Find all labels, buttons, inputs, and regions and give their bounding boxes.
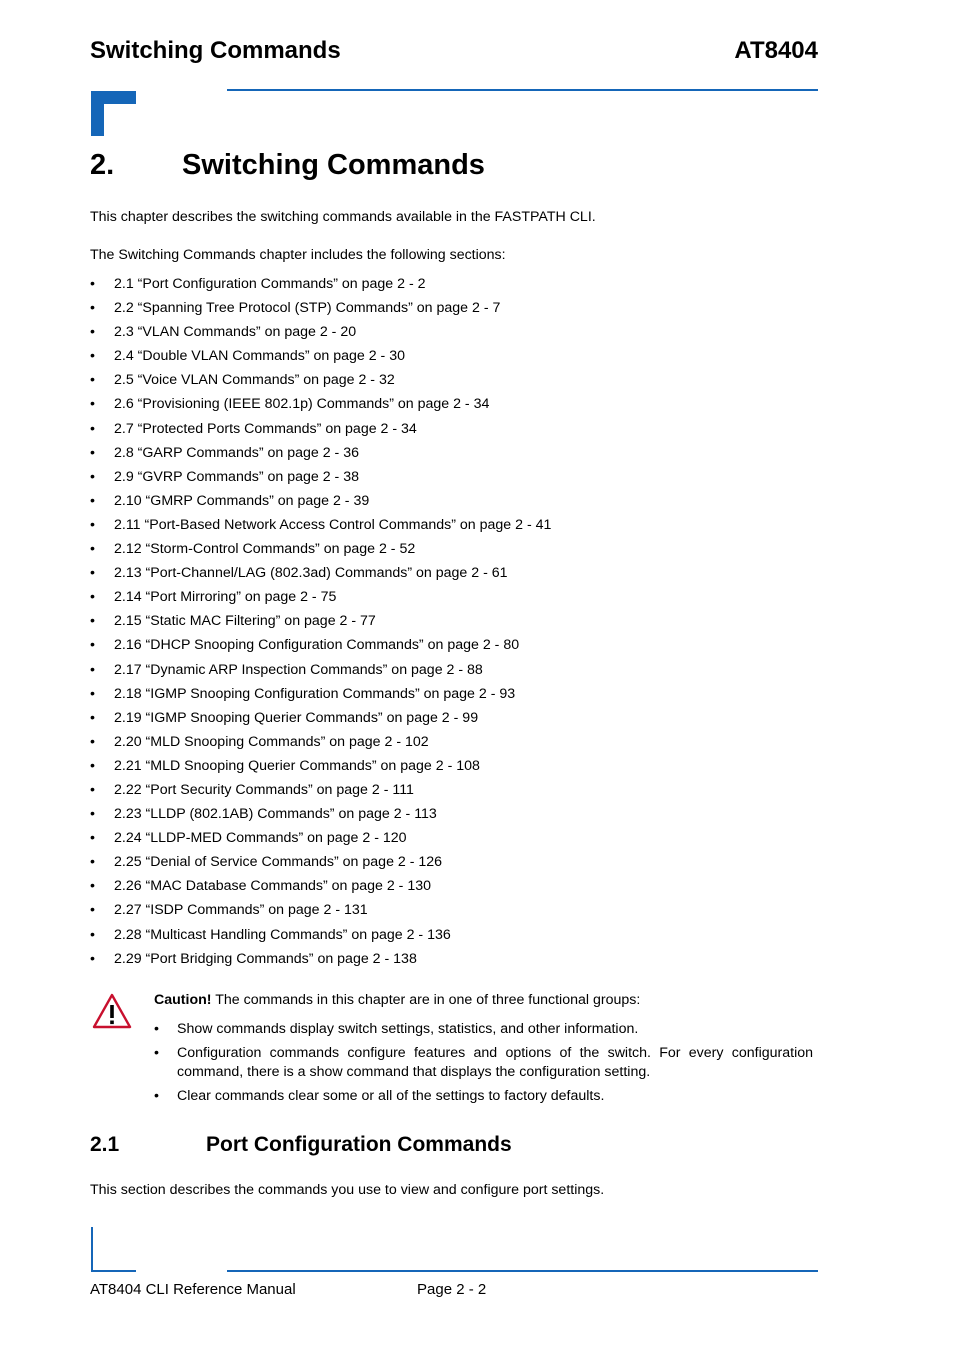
list-item <box>90 613 551 637</box>
bullet: • <box>90 613 95 630</box>
bullet: • <box>90 541 95 558</box>
list-item <box>90 878 551 902</box>
bullet: • <box>90 468 95 485</box>
bullet: • <box>90 372 95 389</box>
toc-link[interactable]: 2.22 “Port Security Commands” on page 2 - 111 <box>114 781 414 798</box>
list-item <box>90 348 551 372</box>
toc-link[interactable]: 2.18 “IGMP Snooping Configuration Commands” on page 2 - 93 <box>114 685 516 702</box>
bullet: • <box>90 950 95 967</box>
toc-link[interactable]: 2.12 “Storm-Control Commands” on page 2 - 52 <box>114 541 416 558</box>
bullet: • <box>90 516 95 533</box>
list-item <box>90 758 551 782</box>
bullet: • <box>90 492 95 509</box>
chapter-number: 2. <box>90 149 115 181</box>
list-item <box>90 806 551 830</box>
toc-link[interactable]: 2.9 “GVRP Commands” on page 2 - 38 <box>114 468 359 485</box>
bullet: • <box>154 1088 159 1104</box>
bullet: • <box>90 878 95 895</box>
corner-mark-vertical <box>91 91 104 136</box>
header-rule <box>227 89 818 91</box>
toc-link[interactable]: 2.14 “Port Mirroring” on page 2 - 75 <box>114 589 337 606</box>
bullet: • <box>90 444 95 461</box>
toc-link[interactable]: 2.20 “MLD Snooping Commands” on page 2 - 102 <box>114 733 429 750</box>
bullet: • <box>90 926 95 943</box>
section-intro: This section describes the commands you use to view and configure port settings. <box>90 1182 605 1198</box>
bullet: • <box>154 1045 159 1061</box>
footer-corner-horizontal <box>91 1270 136 1272</box>
list-item <box>90 541 551 565</box>
bullet: • <box>90 806 95 823</box>
list-item <box>90 734 551 758</box>
bullet: • <box>90 902 95 919</box>
bullet: • <box>90 733 95 750</box>
section-title: Port Configuration Commands <box>206 1133 512 1156</box>
list-item <box>90 686 551 710</box>
toc-link[interactable]: 2.6 “Provisioning (IEEE 802.1p) Commands” on page 2 - 34 <box>114 396 490 413</box>
bullet: • <box>154 1021 159 1037</box>
toc-link[interactable]: 2.13 “Port-Channel/LAG (802.3ad) Commands” on page 2 - 61 <box>114 565 508 582</box>
toc-link[interactable]: 2.3 “VLAN Commands” on page 2 - 20 <box>114 324 357 341</box>
list-item <box>90 300 551 324</box>
footer-corner-vertical <box>91 1227 93 1272</box>
bullet: • <box>90 565 95 582</box>
section-number: 2.1 <box>90 1133 120 1156</box>
caution-item: Clear commands clear some or all of the settings to factory defaults. <box>177 1088 605 1104</box>
bullet: • <box>90 709 95 726</box>
toc-link[interactable]: 2.2 “Spanning Tree Protocol (STP) Commands” on page 2 - 7 <box>114 300 501 317</box>
bullet: • <box>90 348 95 365</box>
bullet: • <box>90 324 95 341</box>
caution-item: Show commands display switch settings, statistics, and other information. <box>177 1021 639 1037</box>
sections-intro: The Switching Commands chapter includes the following sections: <box>90 247 506 263</box>
list-item <box>90 927 551 951</box>
bullet: • <box>90 589 95 606</box>
toc-link[interactable]: 2.5 “Voice VLAN Commands” on page 2 - 32 <box>114 372 395 389</box>
caution-list <box>154 1020 813 1111</box>
list-item <box>154 1020 813 1039</box>
list-item <box>90 324 551 348</box>
list-item <box>90 396 551 420</box>
toc-link[interactable]: 2.26 “MAC Database Commands” on page 2 - 130 <box>114 878 432 895</box>
list-item <box>90 421 551 445</box>
list-item <box>90 830 551 854</box>
toc-link[interactable]: 2.24 “LLDP-MED Commands” on page 2 - 120 <box>114 830 407 847</box>
footer-rule <box>227 1270 818 1272</box>
toc-link[interactable]: 2.27 “ISDP Commands” on page 2 - 131 <box>114 902 368 919</box>
footer-manual-title: AT8404 CLI Reference Manual <box>90 1281 296 1298</box>
chapter-intro: This chapter describes the switching commands available in the FASTPATH CLI. <box>90 209 596 225</box>
chapter-title: Switching Commands <box>182 149 485 181</box>
toc-link[interactable]: 2.10 “GMRP Commands” on page 2 - 39 <box>114 492 370 509</box>
caution-statement <box>154 992 814 1009</box>
bullet: • <box>90 276 95 292</box>
list-item <box>90 782 551 806</box>
list-item <box>90 637 551 661</box>
list-item <box>90 662 551 686</box>
toc-link[interactable]: 2.19 “IGMP Snooping Querier Commands” on page 2 - 99 <box>114 709 479 726</box>
bullet: • <box>90 757 95 774</box>
list-item <box>90 854 551 878</box>
bullet: • <box>90 830 95 847</box>
toc-link[interactable]: 2.1 “Port Configuration Commands” on page 2 - 2 <box>114 276 426 292</box>
list-item <box>90 372 551 396</box>
running-header-model: AT8404 <box>734 37 818 64</box>
list-item <box>90 493 551 517</box>
caution-label: Caution! <box>154 992 212 1008</box>
toc-link[interactable]: 2.15 “Static MAC Filtering” on page 2 - 77 <box>114 613 376 630</box>
toc-link[interactable]: 2.21 “MLD Snooping Querier Commands” on page 2 - 108 <box>114 757 480 774</box>
list-item <box>90 710 551 734</box>
toc-link[interactable]: 2.11 “Port-Based Network Access Control Commands” on page 2 - 41 <box>114 516 552 533</box>
warning-triangle-icon <box>92 993 132 1029</box>
list-item <box>154 1087 813 1106</box>
toc-link[interactable]: 2.29 “Port Bridging Commands” on page 2 - 138 <box>114 950 417 967</box>
list-item <box>90 565 551 589</box>
bullet: • <box>90 661 95 678</box>
list-item <box>154 1044 813 1082</box>
bullet: • <box>90 300 95 317</box>
caution-item: Configuration commands configure features and options of the switch. For every configuration command, there is a show command that displays the configuration setting. <box>177 1045 813 1080</box>
toc-link[interactable]: 2.4 “Double VLAN Commands” on page 2 - 30 <box>114 348 406 365</box>
toc-link[interactable]: 2.28 “Multicast Handling Commands” on page 2 - 136 <box>114 926 451 943</box>
toc-link[interactable]: 2.7 “Protected Ports Commands” on page 2 - 34 <box>114 420 417 437</box>
list-item <box>90 469 551 493</box>
list-item <box>90 902 551 926</box>
list-item <box>90 589 551 613</box>
bullet: • <box>90 420 95 437</box>
bullet: • <box>90 854 95 871</box>
list-item <box>90 445 551 469</box>
running-header-title: Switching Commands <box>90 37 341 64</box>
footer-page-number: Page 2 - 2 <box>417 1281 487 1298</box>
toc-link[interactable]: 2.16 “DHCP Snooping Configuration Commands” on page 2 - 80 <box>114 637 520 654</box>
toc-link[interactable]: 2.25 “Denial of Service Commands” on page 2 - 126 <box>114 854 443 871</box>
bullet: • <box>90 637 95 654</box>
bullet: • <box>90 781 95 798</box>
list-item <box>90 951 551 975</box>
bullet: • <box>90 685 95 702</box>
section-list <box>90 276 551 975</box>
bullet: • <box>90 396 95 413</box>
list-item <box>90 276 551 300</box>
caution-text: The commands in this chapter are in one of three functional groups: <box>211 992 641 1008</box>
toc-link[interactable]: 2.8 “GARP Commands” on page 2 - 36 <box>114 444 359 461</box>
toc-link[interactable]: 2.23 “LLDP (802.1AB) Commands” on page 2 - 113 <box>114 806 437 823</box>
toc-link[interactable]: 2.17 “Dynamic ARP Inspection Commands” on page 2 - 88 <box>114 661 483 678</box>
list-item <box>90 517 551 541</box>
